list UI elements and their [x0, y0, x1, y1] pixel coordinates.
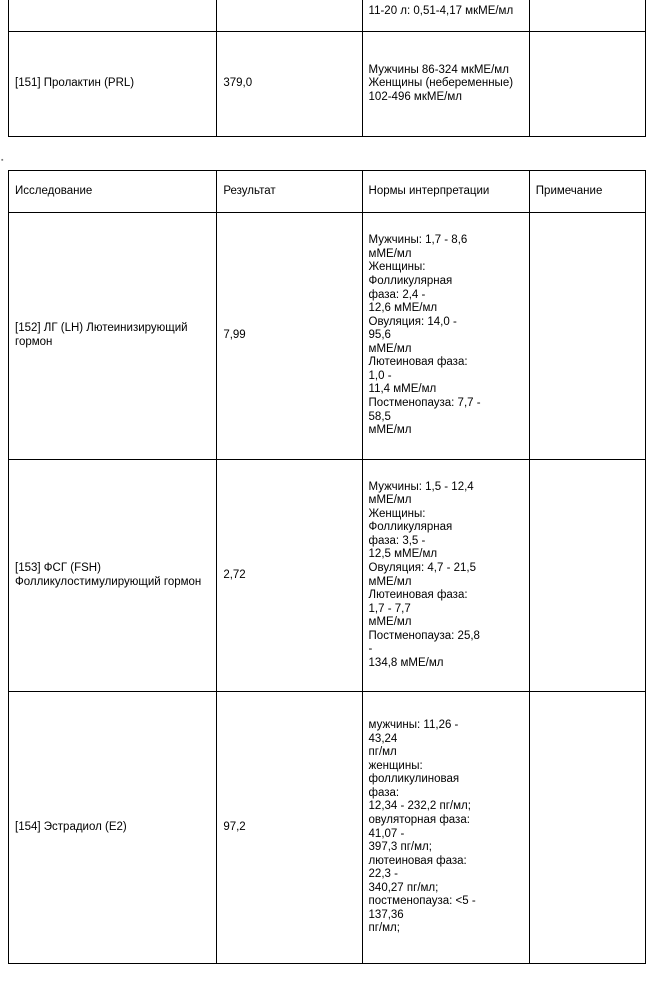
- table-row: [9, 32, 646, 137]
- norm-line: овуляторная фаза:: [368, 813, 470, 826]
- cell-result: 2,72: [217, 460, 362, 692]
- norm-line: Женщины:: [368, 261, 426, 274]
- cell-note: [529, 213, 645, 460]
- cell-norms: [362, 213, 529, 460]
- table-row: [9, 0, 646, 32]
- norm-line: мМЕ/мл: [368, 616, 412, 629]
- norm-line: 340,27 пг/мл;: [368, 881, 439, 894]
- cell-norms: [362, 692, 529, 964]
- norm-line: 58,5: [368, 410, 391, 423]
- cell-note: [529, 32, 645, 137]
- norm-line: 22,3 -: [368, 868, 398, 881]
- cell-study: [151] Пролактин (PRL): [9, 32, 217, 137]
- norm-line: 1,0 -: [368, 369, 392, 382]
- margin-marker-icon: ▪: [1, 157, 4, 164]
- norm-line: Мужчины: 1,7 - 8,6: [368, 234, 468, 247]
- norm-line: Постменопауза: 7,7 -: [368, 397, 481, 410]
- norm-line: постменопауза: <5 -: [368, 895, 476, 908]
- cell-study: [154] Эстрадиол (Е2): [9, 692, 217, 964]
- cell-result: 97,2: [217, 692, 362, 964]
- norm-line: мМЕ/мл: [368, 575, 412, 588]
- norm-line: 1,7 - 7,7: [368, 602, 411, 615]
- cell-norms: Мужчины 86-324 мкМЕ/мл Женщины (небеременные) 102-496 мкМЕ/мл: [362, 32, 529, 137]
- norm-line: Фолликулярная: [368, 521, 453, 534]
- norm-line: Женщины:: [368, 507, 426, 520]
- norm-line: мМЕ/мл: [368, 424, 412, 437]
- norm-line: фаза: 2,4 -: [368, 288, 426, 301]
- norm-line: 12,34 - 232,2 пг/мл;: [368, 800, 471, 813]
- cell-study: [9, 0, 217, 32]
- cell-norms: [362, 460, 529, 692]
- norm-line: 95,6: [368, 329, 391, 342]
- norm-line: мМЕ/мл: [368, 342, 412, 355]
- cell-norms: 11-20 л: 0,51-4,17 мкМЕ/мл: [362, 0, 529, 32]
- cell-result: [217, 0, 362, 32]
- norm-line: 11,4 мМЕ/мл: [368, 383, 437, 396]
- column-header-norms: Нормы интерпретации: [362, 171, 529, 213]
- lab-results-table-main: [0, 170, 654, 964]
- cell-result: 379,0: [217, 32, 362, 137]
- norm-line: фолликулиновая: [368, 773, 460, 786]
- norm-line: мМЕ/мл: [368, 494, 412, 507]
- norm-line: Фолликулярная: [368, 274, 453, 287]
- norm-line: Овуляция: 14,0 -: [368, 315, 457, 328]
- norm-line: 134,8 мМЕ/мл: [368, 656, 444, 669]
- table-row: [9, 213, 646, 460]
- norm-line: мужчины: 11,26 -: [368, 719, 459, 731]
- column-header-note: Примечание: [529, 171, 645, 213]
- norm-line: мМЕ/мл: [368, 247, 412, 260]
- norm-line: фаза: 3,5 -: [368, 534, 426, 547]
- norm-line: лютеиновая фаза:: [368, 854, 467, 867]
- norm-line: Постменопауза: 25,8: [368, 629, 480, 642]
- norm-line: фаза:: [368, 786, 400, 799]
- norm-line: 12,5 мМЕ/мл: [368, 548, 438, 561]
- norm-line: 43,24: [368, 732, 398, 745]
- cell-note: [529, 692, 645, 964]
- norm-line: Лютеиновая фаза:: [368, 589, 468, 602]
- norm-line: 137,36: [368, 908, 404, 921]
- column-header-study: Исследование: [9, 171, 217, 213]
- cell-note: [529, 0, 645, 32]
- norm-line: Лютеиновая фаза:: [368, 356, 468, 369]
- cell-note: [529, 460, 645, 692]
- lab-results-table-top: [0, 0, 654, 137]
- norm-line: пг/мл: [368, 746, 397, 759]
- table-header-row: [9, 171, 646, 213]
- norm-line: Овуляция: 4,7 - 21,5: [368, 561, 476, 574]
- norm-line: -: [368, 643, 373, 656]
- cell-result: 7,99: [217, 213, 362, 460]
- norm-line: Мужчины: 1,5 - 12,4: [368, 480, 474, 493]
- results-table-continued: [8, 0, 646, 137]
- norm-line: 41,07 -: [368, 827, 405, 840]
- cell-study: [153] ФСГ (FSH) Фолликулостимулирующий гормон: [9, 460, 217, 692]
- norm-line: 12,6 мМЕ/мл: [368, 302, 438, 315]
- cell-study: [152] ЛГ (LH) Лютеинизирующий гормон: [9, 213, 217, 460]
- column-header-result: Результат: [217, 171, 362, 213]
- norm-line: пг/мл;: [368, 922, 400, 935]
- table-row: [9, 692, 646, 964]
- results-table: [8, 170, 646, 964]
- norm-line: женщины:: [368, 759, 423, 772]
- table-row: [9, 460, 646, 692]
- norm-line: 397,3 пг/мл;: [368, 841, 432, 854]
